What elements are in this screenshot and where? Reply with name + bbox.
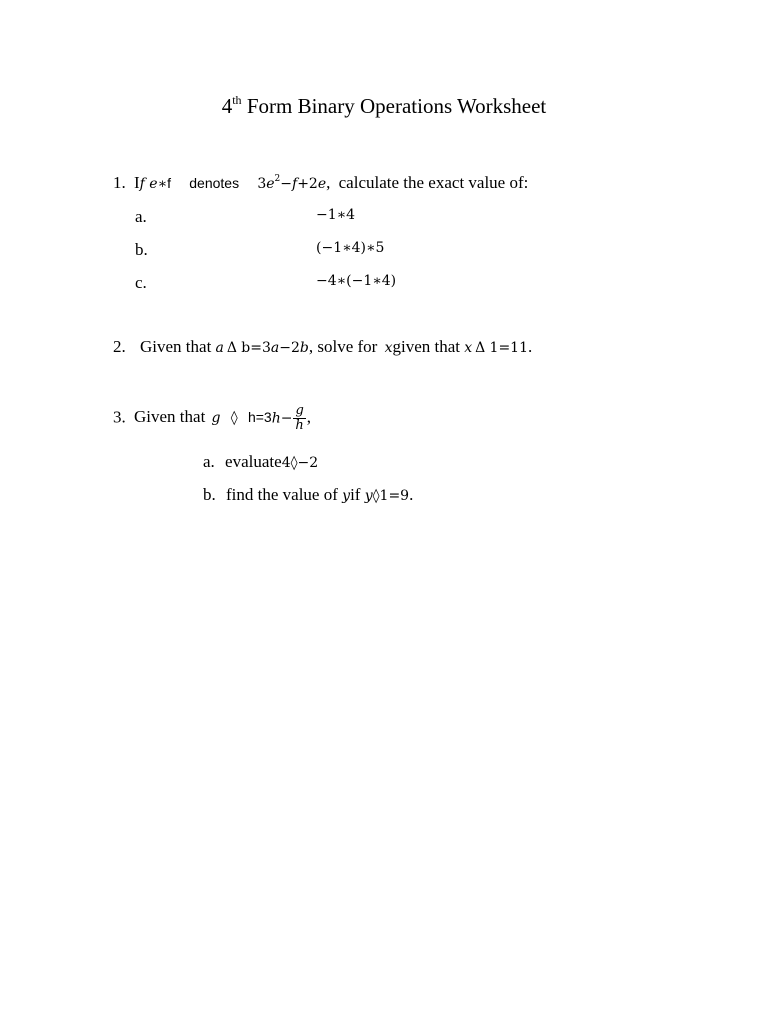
q3-diamond-operator: ◊ (230, 410, 238, 427)
q1-part-a-label: a. (135, 207, 147, 226)
q3-given-that: Given that (134, 407, 206, 427)
q2-solve-for: , solve for (308, 337, 378, 356)
q2-var-a: a (215, 340, 224, 356)
q1-expr-plus2: +2 (297, 176, 318, 192)
q2-var-x2: x (464, 340, 473, 356)
q1-part-b-expr: (−1∗4)∗5 (316, 240, 385, 256)
q3-part-a (203, 452, 318, 472)
question-1-number: 1. (113, 173, 126, 192)
q3-part-b-label: b. (203, 485, 216, 504)
title-number: 4 (221, 94, 233, 118)
question-3-number: 3. (113, 407, 126, 427)
question-1-line (113, 173, 528, 193)
q2-minus2: −2 (279, 340, 300, 356)
question-3-line (113, 404, 311, 433)
q3-part-a-label: a. (203, 452, 215, 471)
q1-expr-coef: 3 (257, 176, 267, 192)
q3-part-b-expr: ◊1=9 (372, 488, 410, 504)
q3-fraction (293, 404, 305, 433)
page-title (0, 94, 768, 119)
q3-var-y2: y (364, 488, 373, 504)
q1-star-operator: ∗ (157, 176, 168, 192)
q2-delta-operator: Δ (226, 340, 238, 356)
title-text: Form Binary Operations Worksheet (241, 94, 547, 118)
q1-expr-e: e (266, 176, 275, 192)
q3-fraction-denominator: h (295, 418, 304, 433)
q1-operand-f: f (167, 175, 171, 191)
q2-given-that-2: given that (392, 337, 460, 356)
q1-comma: , (326, 173, 331, 192)
q2-period: . (527, 337, 533, 356)
q1-expr-f: f (292, 176, 298, 192)
q1-expr-e2: e (317, 176, 327, 192)
q2-delta-operator-2: Δ (475, 340, 486, 356)
title-superscript: th (232, 93, 242, 107)
q3-part-a-expr: 4◊−2 (281, 455, 319, 471)
q2-equation-rhs: 1=11 (489, 340, 528, 356)
q3-minus: − (280, 410, 293, 427)
question-2-line (113, 337, 532, 357)
q3-comma: , (306, 407, 312, 427)
q1-expr-minus: − (280, 176, 293, 192)
q1-part-a-expr: −1∗4 (316, 207, 356, 223)
q3-part-b-text: find the value of (226, 485, 338, 504)
q1-part-c-label: c. (135, 273, 147, 292)
q2-rhs-b: b=3 (241, 340, 271, 356)
q2-var-b2: b (299, 340, 309, 356)
question-2-number: 2. (113, 337, 126, 356)
q3-fraction-numerator: g (295, 403, 304, 418)
q2-given-that: Given that (140, 337, 212, 356)
q3-var-h: h (271, 410, 281, 427)
q3-rhs-h: h=3 (247, 409, 272, 426)
q3-part-a-text: evaluate (225, 452, 282, 471)
q1-instruction: calculate the exact value of: (338, 173, 529, 192)
q1-denotes: denotes (189, 175, 240, 191)
q3-var-y: y (342, 488, 351, 504)
q3-part-b-if: if (350, 485, 361, 504)
q1-operand-e: f e (139, 176, 158, 192)
q1-part-b-label: b. (135, 240, 148, 259)
q2-var-x: x (384, 340, 393, 356)
q3-part-b-period: . (409, 485, 414, 504)
q3-var-g: g (211, 410, 221, 427)
question-1-lead: I (134, 173, 140, 192)
q3-part-b (203, 485, 413, 505)
q1-part-c-expr: −4∗(−1∗4) (316, 273, 397, 289)
q2-var-a2: a (270, 340, 280, 356)
q1-expr-square: 2 (274, 174, 281, 184)
